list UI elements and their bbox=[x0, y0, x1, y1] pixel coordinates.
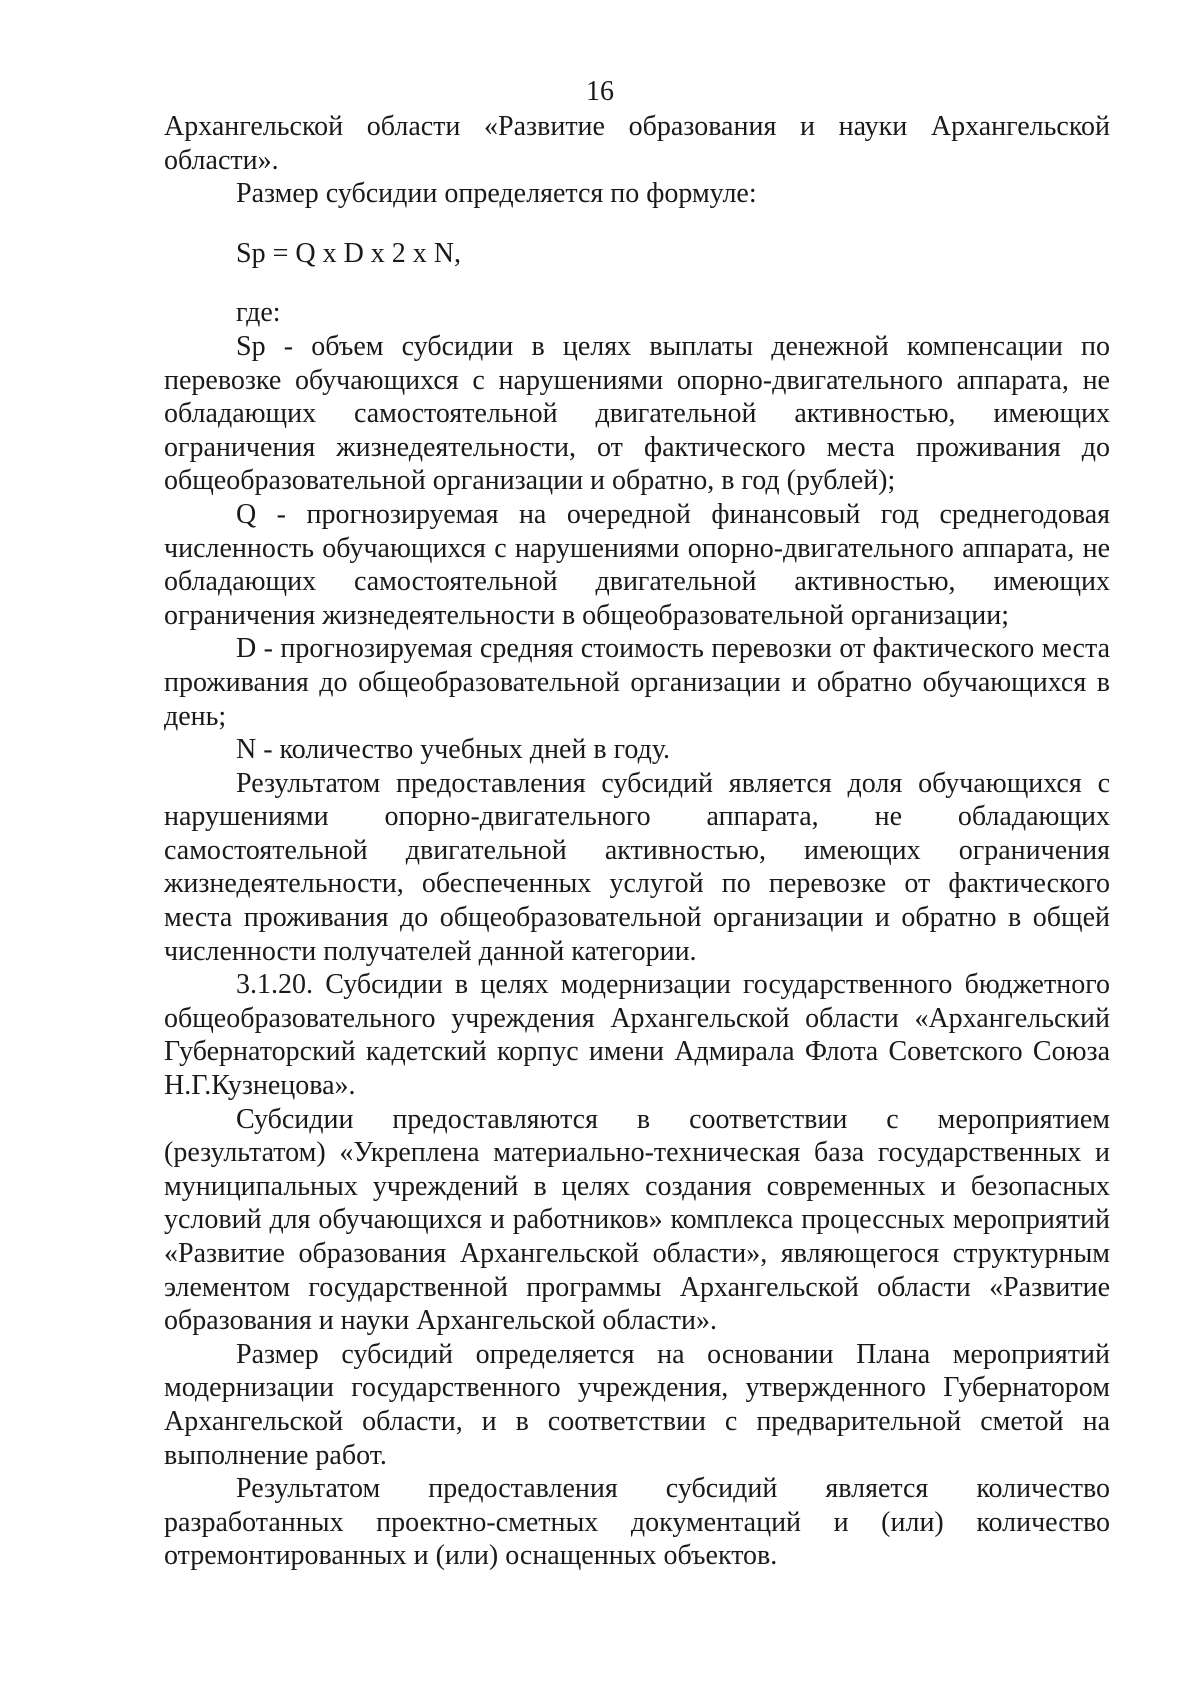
page-number: 16 bbox=[586, 76, 614, 107]
paragraph-result-transport: Результатом предоставления субсидий является доля обучающихся с нарушениями опорно-двигательного аппарата, не обладающих самостоятельной двигательной активностью, имеющих ограничения жизнедеятельности, обеспеченных услугой по перевозке от фактического места проживания до общеобразовательной организации и обратно в общей численности получателей данной категории. bbox=[164, 767, 1110, 967]
paragraph-result-modernization: Результатом предоставления субсидий является количество разработанных проектно-сметных документаций и (или) количество отремонтированных и (или) оснащенных объектов. bbox=[164, 1473, 1110, 1572]
section-3-1-20: 3.1.20. Субсидии в целях модернизации государственного бюджетного общеобразовательного учреждения Архангельской области «Архангельский Губернаторский кадетский корпус имени Адмирала Флота Советского Союза Н.Г.Кузнецова». bbox=[164, 969, 1110, 1102]
paragraph-subsidy-provision: Субсидии предоставляются в соответствии с мероприятием (результатом) «Укреплена материально-техническая база государственных и муниципальных учреждений в целях создания современных и безопасных условий для обучающихся и работников» комплекса процессных мероприятий «Развитие образования Архангельской области», являющегося структурным элементом государственной программы Архангельской области «Развитие образования и науки Архангельской области». bbox=[164, 1103, 1110, 1337]
document-body bbox=[164, 110, 1110, 1573]
paragraph-continuation: Архангельской области «Развитие образования и науки Архангельской области». bbox=[164, 111, 1110, 176]
paragraph-where: где: bbox=[236, 297, 281, 329]
definition-q: Q - прогнозируемая на очередной финансовый год среднегодовая численность обучающихся с нарушениями опорно-двигательного аппарата, не обладающих самостоятельной двигательной активностью, имеющих ограничения жизнедеятельности в общеобразовательной организации; bbox=[164, 498, 1110, 631]
paragraph-subsidy-amount: Размер субсидий определяется на основании Плана мероприятий модернизации государственного учреждения, утвержденного Губернатором Архангельской области, и в соответствии с предварительной сметой на выполнение работ. bbox=[164, 1338, 1110, 1471]
definition-d: D - прогнозируемая средняя стоимость перевозки от фактического места проживания до общеобразовательной организации и обратно обучающихся в день; bbox=[164, 633, 1110, 732]
formula: Sp = Q x D x 2 x N, bbox=[236, 237, 462, 269]
definition-n: N - количество учебных дней в году. bbox=[236, 734, 671, 766]
paragraph-formula-intro: Размер субсидии определяется по формуле: bbox=[236, 178, 757, 210]
definition-sp: Sp - объем субсидии в целях выплаты денежной компенсации по перевозке обучающихся с нарушениями опорно-двигательного аппарата, не обладающих самостоятельной двигательной активностью, имеющих ограничения жизнедеятельности, от фактического места проживания до общеобразовательной организации и обратно, в год (рублей); bbox=[164, 330, 1110, 497]
